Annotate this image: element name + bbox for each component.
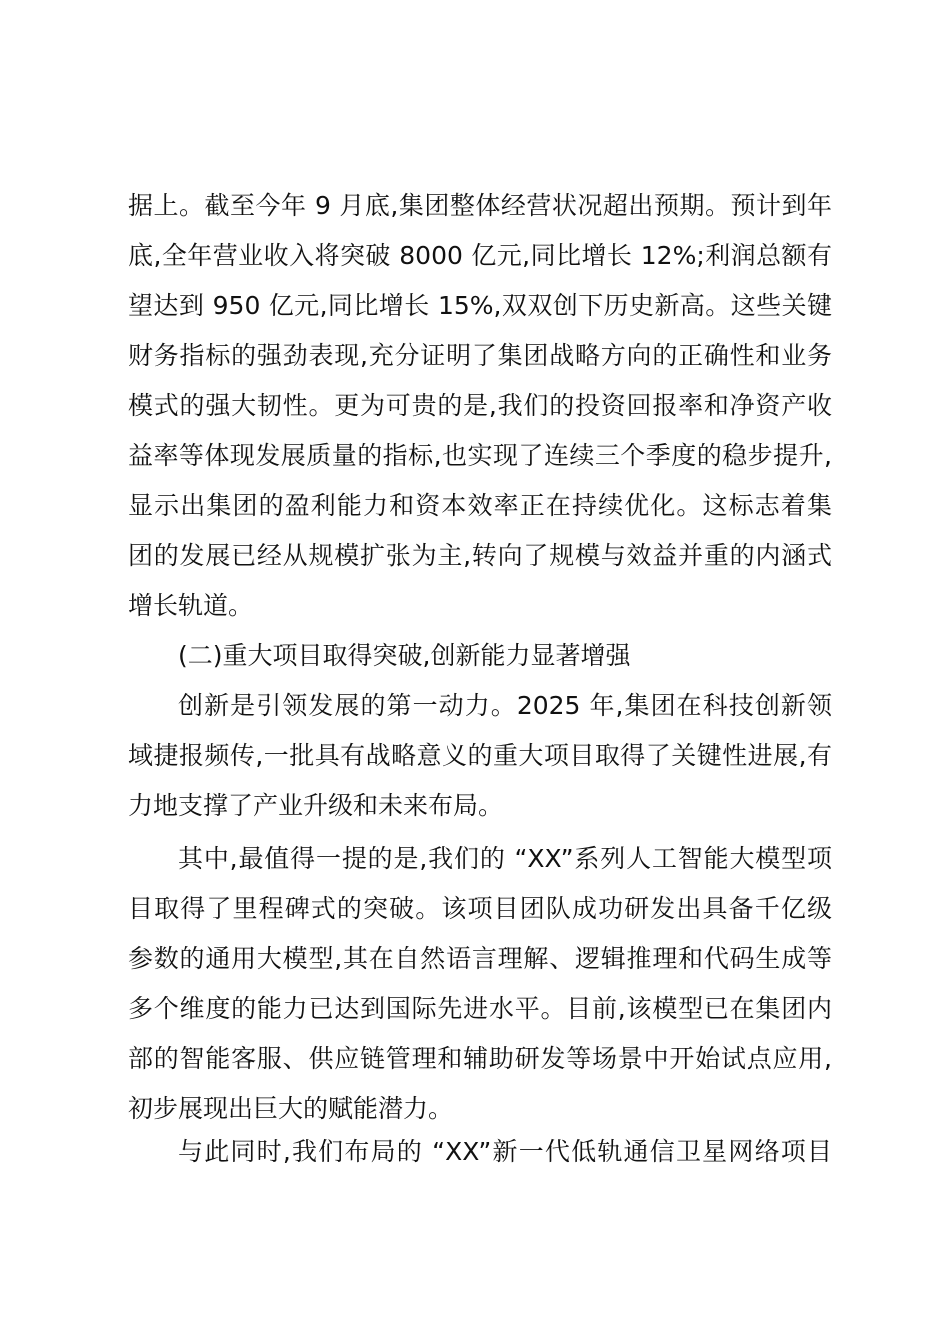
text-line: 参数的通用大模型,其在自然语言理解、逻辑推理和代码生成等	[128, 944, 832, 973]
text-line: 望达到 950 亿元,同比增长 15%,双双创下历史新高。这些关键	[128, 291, 832, 320]
text-line: 据上。截至今年 9 月底,集团整体经营状况超出预期。预计到年	[128, 191, 832, 220]
text-line: 显示出集团的盈利能力和资本效率正在持续优化。这标志着集	[128, 491, 832, 520]
text-line: 多个维度的能力已达到国际先进水平。目前,该模型已在集团内	[128, 994, 832, 1023]
text-line: 域捷报频传,一批具有战略意义的重大项目取得了关键性进展,有	[128, 741, 832, 770]
text-line: 底,全年营业收入将突破 8000 亿元,同比增长 12%;利润总额有	[128, 241, 832, 270]
text-line: 部的智能客服、供应链管理和辅助研发等场景中开始试点应用,	[128, 1044, 832, 1073]
text-line: 初步展现出巨大的赋能潜力。	[128, 1094, 454, 1123]
text-line: 力地支撑了产业升级和未来布局。	[128, 791, 504, 820]
text-line: 益率等体现发展质量的指标,也实现了连续三个季度的稳步提升,	[128, 441, 832, 470]
text-line: 目取得了里程碑式的突破。该项目团队成功研发出具备千亿级	[128, 894, 832, 923]
text-line: 与此同时,我们布局的 “XX”新一代低轨通信卫星网络项目	[178, 1137, 832, 1166]
text-line: 模式的强大韧性。更为可贵的是,我们的投资回报率和净资产收	[128, 391, 832, 420]
text-line: 创新是引领发展的第一动力。2025 年,集团在科技创新领	[178, 691, 832, 720]
text-line: 团的发展已经从规模扩张为主,转向了规模与效益并重的内涵式	[128, 541, 832, 570]
text-line: 增长轨道。	[128, 591, 254, 620]
text-line: 其中,最值得一提的是,我们的 “XX”系列人工智能大模型项	[178, 844, 832, 873]
text-line: 财务指标的强劲表现,充分证明了集团战略方向的正确性和业务	[128, 341, 832, 370]
section-heading: (二)重大项目取得突破,创新能力显著增强	[178, 641, 631, 670]
